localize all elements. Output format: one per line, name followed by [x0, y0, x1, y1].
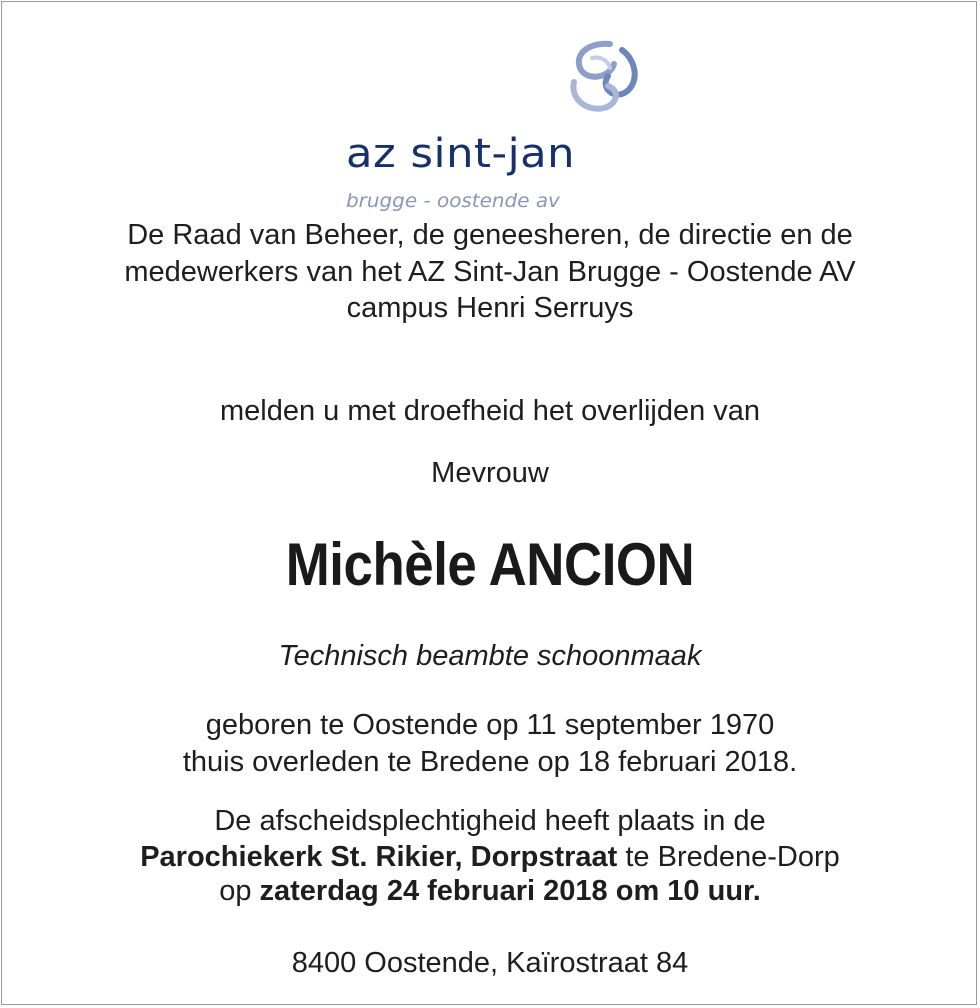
church-location: Parochiekerk St. Rikier, Dorpstraat — [140, 841, 618, 873]
intro-line-1: De Raad van Beheer, de geneesheren, de directie en de — [127, 219, 853, 251]
ceremony-line-2 — [2, 840, 978, 874]
announcement: melden u met droefheid het overlijden van — [219, 395, 761, 427]
ceremony-date: zaterdag 24 februari 2018 om 10 uur. — [259, 875, 761, 907]
job-title: Technisch beambte schoonmaak — [278, 640, 702, 672]
deceased-name: Michèle ANCION — [285, 531, 695, 598]
salutation: Mevrouw — [431, 457, 549, 489]
date-prefix: op — [219, 875, 260, 907]
intro-line-2: medewerkers van het AZ Sint-Jan Brugge - Oostende AV — [124, 256, 856, 288]
church-town: te Bredene-Dorp — [617, 841, 840, 873]
obituary-card — [1, 1, 977, 1005]
address: 8400 Oostende, Kaïrostraat 84 — [291, 947, 689, 979]
birth-line: geboren te Oostende op 11 september 1970 — [205, 709, 775, 741]
intro-line-3: campus Henri Serruys — [346, 292, 634, 324]
logo-wordmark: az sint-jan — [346, 131, 576, 177]
ceremony-line-3 — [2, 874, 978, 908]
swirl-logo-icon — [552, 38, 642, 118]
az-sint-jan-logo — [342, 38, 642, 212]
death-line: thuis overleden te Bredene op 18 februari 2018. — [182, 746, 798, 778]
ceremony-line-1: De afscheidsplechtigheid heeft plaats in de — [214, 805, 766, 837]
logo-subtitle: brugge - oostende av — [346, 190, 560, 212]
